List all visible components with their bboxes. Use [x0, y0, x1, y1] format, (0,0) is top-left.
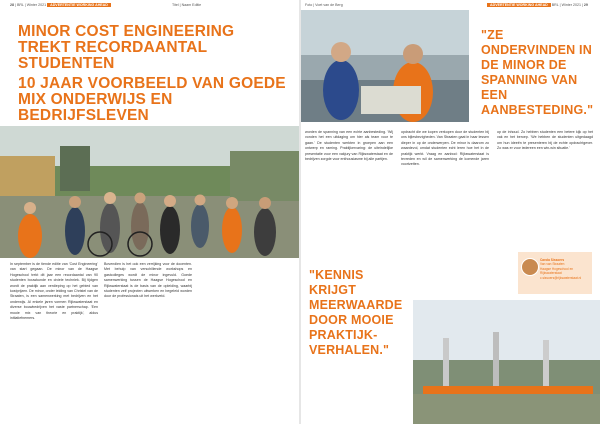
profile-email[interactable]: c.sissoers@rijkswaterstaat.nl: [540, 275, 582, 280]
title-line-1: MINOR COST ENGINEERING TREKT RECORDAANTAL STUDENTEN: [18, 23, 235, 72]
section-badge-right: ADVERTENTIE WORKING AHEAD: [487, 3, 551, 7]
left-header: 28 | BRL | Winter 2021 ADVERTENTIE WORKING AHEAD: [10, 3, 111, 7]
person-avatar-icon: [521, 258, 539, 276]
construction-photo: [413, 300, 600, 424]
profile-text: Carola Sissoers Van van Straaten Haagse Hogeschool en Rijkswaterstaat c.sissoers@rijkswaterstaat.nl: [540, 258, 582, 280]
section-badge: ADVERTENTIE WORKING AHEAD: [47, 3, 111, 7]
left-column-2: Bovendien is het ook een verrijking voor de docenten. Met behulp van verschillende workshops en gastcolleges wordt de minor ingevuld. Goede samenwerking tussen de Haagse Hogeschool en Rijkswaterstaat is de basis van de opleiding, waarbij studenten zelf projecten uitwerken en begeleid worden door de professionals uit het werkveld.: [104, 262, 192, 299]
pull-quote-2: "KENNIS KRIJGT MEERWAARDE DOOR MOOIE PRAKTIJK-VERHALEN.": [309, 268, 403, 357]
right-column-1: worden de spanning van een echte aanbesteding. 'Wij vonden het een uitdaging om hier als team voor te gaan.' De studenten werkten in groepen aan een ontwerp en raming. Praktijkervaring: de uiteindelijke presentatie voor een vakjury van Rijkswaterstaat en de bedrijven zorgde voor enthousiasme bij alle partijen.: [305, 130, 393, 162]
right-header-label: Foto | Voet van de Berg: [305, 3, 343, 7]
meeting-photo: [301, 10, 469, 122]
pull-quote-1: "ZE ONDERVINDEN IN DE MINOR DE SPANNING VAN EEN AANBESTEDING.": [481, 28, 594, 117]
left-page: [0, 0, 299, 424]
right-page: [301, 0, 600, 424]
left-column-1: In september is de tiende editie van 'Cost Engineering' van start gegaan. De minor van de Haagse Hogeschool trekt dit jaar een recordaantal van 90 studenten bouwkunde en civiele techniek. Bij tijdgen wordt de praktijk aan verdieping op het gebied van kostprijzen. De minor, onder leiding van Christel van de Straaten, is een samenwerking met bedrijven en het onderwijs. Al enkele jaren vormen Rijkswaterstaat en diverse bouwbedrijven het vaste partnerschap. 'Een mooie mix van theorie en praktijk', aldus initiatiefnemers.: [10, 262, 98, 321]
students-photo: [0, 126, 299, 258]
left-header-label: Titel | Naam Editie: [172, 3, 202, 7]
right-header: ADVERTENTIE WORKING AHEAD BRL | Winter 2021 | 29: [487, 3, 588, 7]
right-column-2: opdracht die we kopen verkopen door de studenten bij ons bijlesbezigheden. Van Straaten gaat in haar lessen dieper in op de onderwerpen. De minor is daarom zo waardevol, omdat studenten echt leren hoe het in de praktijk werkt. Vraag en aanbod: Rijkswaterstaat is tevreden en wil de samenwerking de komende jaren voortzetten.: [401, 130, 489, 167]
title-line-2: 10 JAAR VOORBEELD VAN GOEDE MIX ONDERWIJS EN BEDRIJFSLEVEN: [18, 75, 286, 124]
author-profile-card: [518, 252, 592, 294]
right-column-3: op de inhoud. Zo hebben studenten een betere kijk op het vak en het beroep. 'We hebben de studenten uitgedaagd om hun ideeën te presenteren bij de echte opdrachtgever. Zo was er voor iedereen een win-win situatie.': [497, 130, 593, 151]
article-title: [18, 24, 288, 124]
